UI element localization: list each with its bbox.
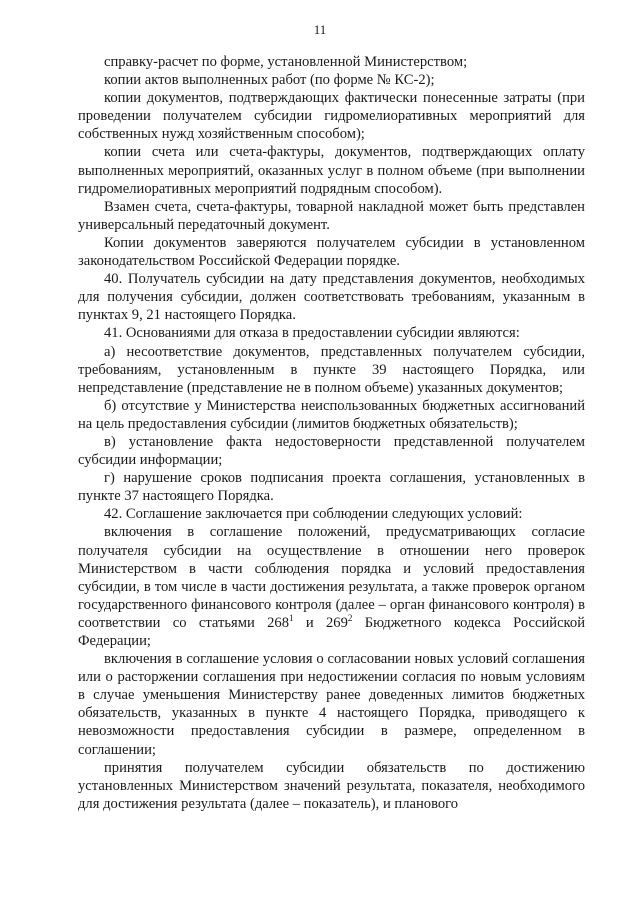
audit-consent-text-part-3: Бюджетного кодекса Российской Федерации; [78, 614, 586, 649]
paragraph-cost-documents: копии документов, подтверждающих фактически понесенные затраты (при проведении получателем субсидии гидромелиоративных мероприятий для собственных нужд хозяйственным способом); [78, 90, 585, 143]
audit-consent-text-part-1: включения в соглашение положений, предусматривающих согласие получателя субсидии на осуществление в отношении него проверок Министерством в части соблюдения порядка и условий предоставления субсидии, в том числе в части достижения результата, а также проверок органом государственного финансового контроля (далее – орган финансового контроля) в соответствии со статьями 268 [78, 524, 585, 631]
paragraph-certification: Копии документов заверяются получателем субсидии в установленном законодательством Российской Федерации порядке. [78, 234, 585, 270]
paragraph-calculation-certificate: справку-расчет по форме, установленной Министерством; [104, 54, 468, 70]
paragraph-invoice-copies: копии счета или счета-фактуры, документов, подтверждающих оплату выполненных мероприятий, оказанных услуг в полном объеме (при выполнении гидромелиоративных мероприятий подрядным способом). [78, 144, 585, 197]
paragraph-ks2-acts: копии актов выполненных работ (по форме № КС-2); [104, 72, 435, 89]
paragraph-clause-41-a: а) несоответствие документов, представленных получателем субсидии, требованиям, установленным в пункте 39 настоящего Порядка, или непредставление (представление не в полном объеме) указанных документов; [78, 343, 585, 396]
paragraph-obligations: принятия получателем субсидии обязательств по достижению установленных Министерством значений результата, показателя, необходимого для достижения результата (далее – показатель), и планового [78, 759, 585, 812]
article-268-superscript: 1 [289, 613, 294, 624]
audit-consent-text-part-2: и 269 [293, 614, 348, 631]
paragraph-clause-41-g: г) нарушение сроков подписания проекта соглашения, установленных в пункте 37 настоящего Порядка. [78, 470, 585, 505]
paragraph-clause-42: 42. Соглашение заключается при соблюдении следующих условий: [104, 506, 523, 523]
page-number: 11 [313, 22, 327, 37]
paragraph-audit-consent [78, 523, 585, 650]
paragraph-clause-41-b: б) отсутствие у Министерства неиспользованных бюджетных ассигнований на цель предоставления субсидии (лимитов бюджетных обязательств); [78, 397, 585, 432]
paragraph-clause-40: 40. Получатель субсидии на дату представления документов, необходимых для получения субсидии, должен соответствовать требованиям, указанным в пунктах 9, 21 настоящего Порядка. [78, 271, 585, 324]
document-body [78, 53, 585, 813]
paragraph-clause-41: 41. Основаниями для отказа в предоставлении субсидии являются: [104, 325, 520, 342]
paragraph-clause-41-v: в) установление факта недостоверности представленной получателем субсидии информации; [78, 433, 585, 469]
article-269-superscript: 2 [347, 613, 353, 624]
paragraph-new-conditions: включения в соглашение условия о согласовании новых условий соглашения или о расторжении соглашения при недостижении согласия по новым условиям в случае уменьшения Министерству ранее доведенных лимитов бюджетных обязательств, указанных в пункте 4 настоящего Порядка, приводящего к невозможности предоставления субсидии в размере, определенном в соглашении; [78, 651, 585, 758]
paragraph-transfer-document: Взамен счета, счета-фактуры, товарной накладной может быть представлен универсальный передаточный документ. [78, 198, 585, 233]
